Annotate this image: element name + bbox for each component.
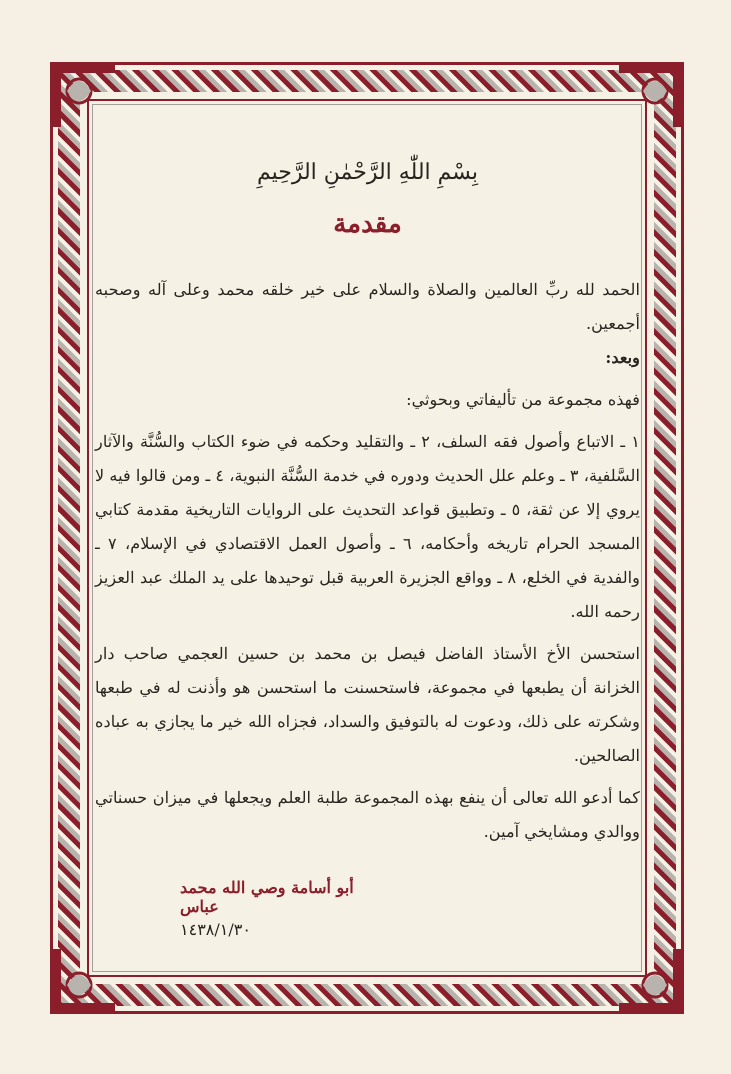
corner-ornament-icon	[615, 61, 685, 131]
transition-label: وبعد:	[605, 348, 640, 367]
basmala-heading: بِسْمِ اللّٰهِ الرَّحْمٰنِ الرَّحِيمِ	[256, 160, 479, 185]
opening-paragraph: الحمد لله ربِّ العالمين والصلاة والسلام على خير خلقه محمد وعلى آله وصحبه أجمعين.	[95, 280, 640, 333]
collection-intro: فهذه مجموعة من تأليفاتي وبحوثي:	[406, 390, 640, 409]
corner-ornament-icon	[615, 945, 685, 1015]
corner-ornament-icon	[49, 61, 119, 131]
author-signature	[180, 878, 380, 939]
publisher-paragraph: استحسن الأخ الأستاذ الفاضل فيصل بن محمد بن حسين العجمي صاحب دار الخزانة أن يطبعها في مجموعة، فاستحسنت ما استحسن هو وأذنت له في طبعها وشكرته على ذلك، ودعوت له بالتوفيق والسداد، فجزاه الله خير ما يجازي به عباده الصالحين.	[95, 644, 640, 765]
works-list-paragraph: ١ ـ الاتباع وأصول فقه السلف، ٢ ـ والتقليد وحكمه في ضوء الكتاب والسُّنَّة والآثار السَّلفية، ٣ ـ وعلم علل الحديث ودوره في خدمة السُّنَّة النبوية، ٤ ـ ومن قالوا فيه لا يروي إلا عن ثقة، ٥ ـ وتطبيق قواعد التحديث على الروايات التاريخية مقدمة كتابي المسجد الحرام تاريخه وأحكامه، ٦ ـ وأصول العمل الاقتصادي في الإسلام، ٧ ـ والفدية في الخلع، ٨ ـ وواقع الجزيرة العربية قبل توحيدها على يد الملك عبد العزيز رحمه الله.	[95, 432, 640, 621]
page-title: مقدمة	[333, 209, 402, 239]
page-body	[95, 160, 640, 849]
closing-prayer-paragraph: كما أدعو الله تعالى أن ينفع بهذه المجموعة طلبة العلم ويجعلها في ميزان حسناتي ووالدي ومشايخي آمين.	[95, 788, 640, 841]
corner-ornament-icon	[49, 945, 119, 1015]
signature-date: ١٤٣٨/١/٣٠	[180, 920, 251, 939]
author-name: أبو أسامة وصي الله محمد عباس	[180, 878, 354, 916]
